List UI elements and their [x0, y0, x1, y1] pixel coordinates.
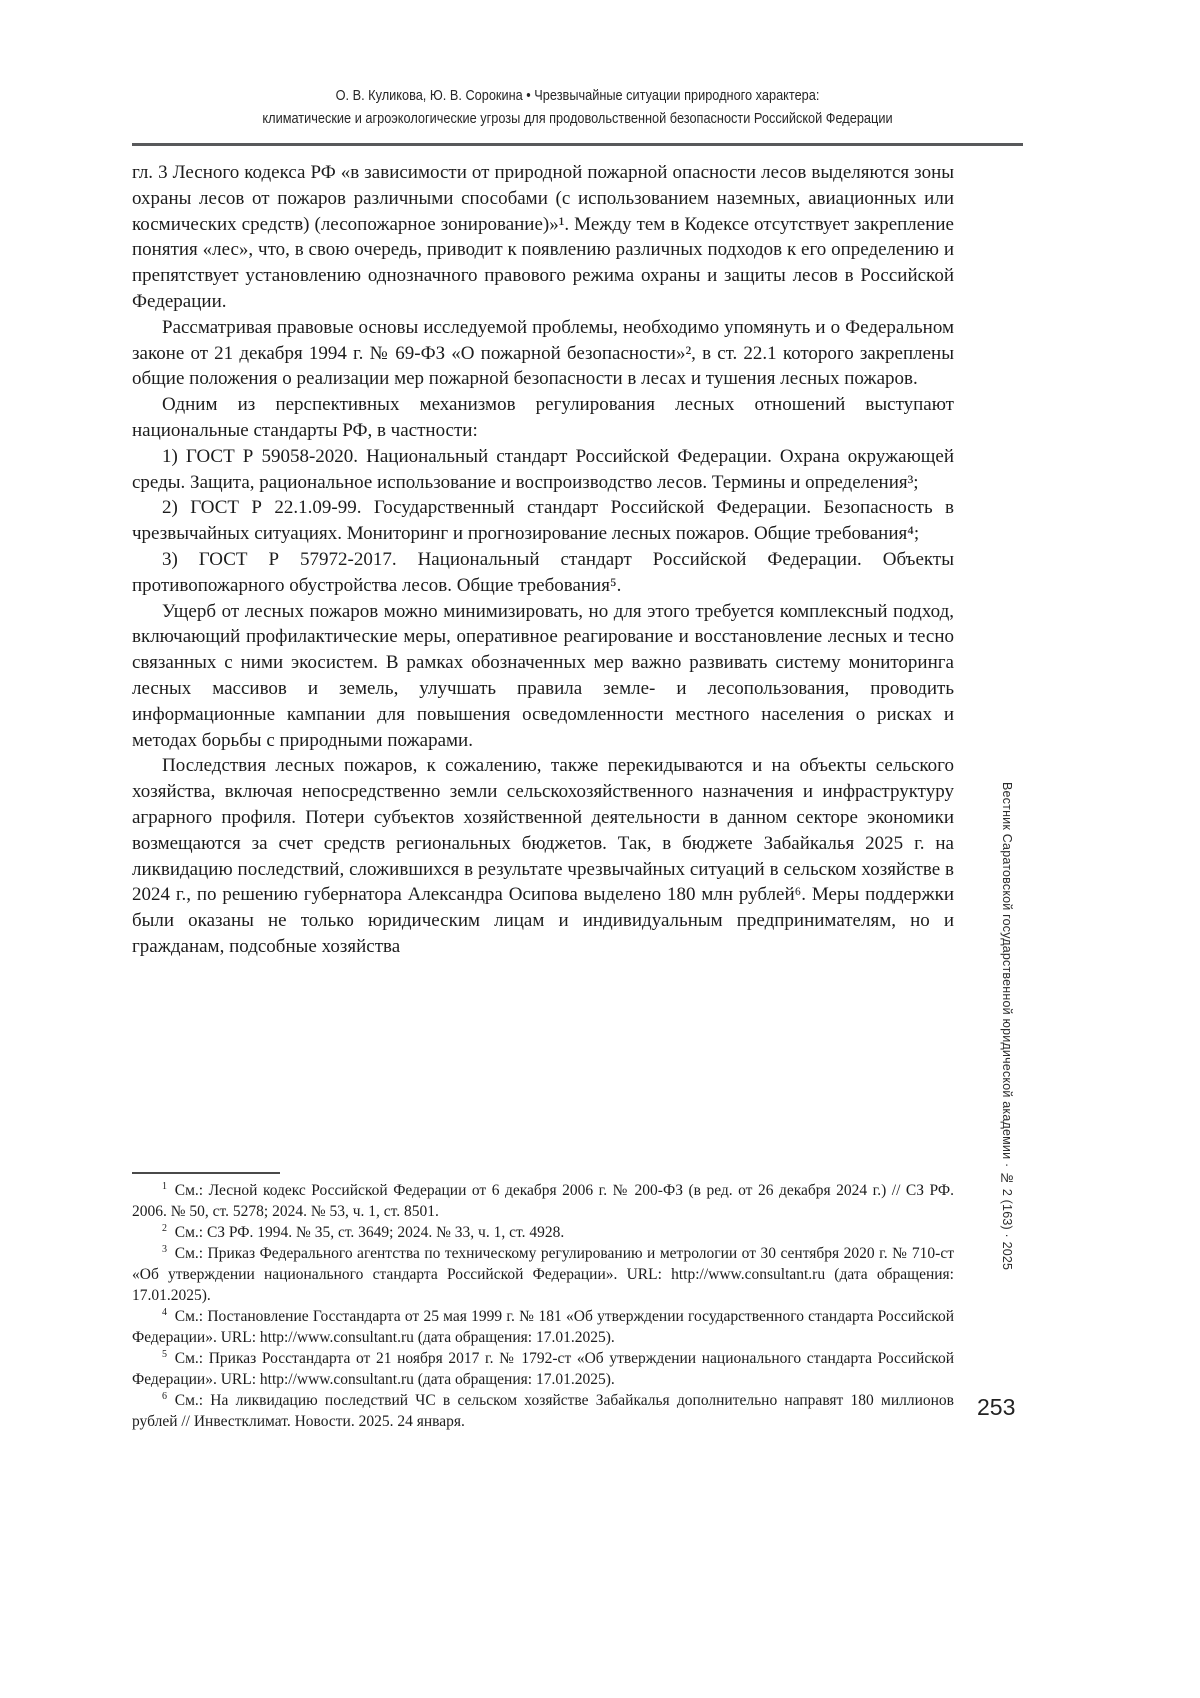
paragraph: Ущерб от лесных пожаров можно минимизировать, но для этого требуется комплексный подход, включающий профилактические меры, оперативное реагирование и восстановление лесных и тесно связанных с ними экосистем. В рамках обозначенных мер важно развивать систему мониторинга лесных массивов и земель, улучшать правила земле- и лесопользования, проводить информационные кампании для повышения осведомленности местного населения о рисках и методах борьбы с природными пожарами.	[132, 600, 954, 751]
footnote-number: 4	[162, 1306, 167, 1318]
footnote-number: 1	[162, 1180, 167, 1192]
footnote-number: 2	[162, 1222, 167, 1234]
paragraph: Последствия лесных пожаров, к сожалению, также перекидываются и на объекты сельского хозяйства, включая непосредственно земли сельскохозяйственного назначения и инфраструктуру аграрного профиля. Потери субъектов хозяйственной деятельности в данном секторе экономики возмещаются за счет средств региональных бюджетов. Так, в бюджете Забайкалья 2025 г. на ликвидацию последствий, сложившихся в результате чрезвычайных ситуаций в сельском хозяйстве в 2024 г., по решению губернатора Александра Осипова выделено 180 млн рублей⁶. Меры поддержки были оказаны не только юридическим лицам и индивидуальным предпринимателям, но и гражданам, подсобные хозяйства	[132, 755, 954, 957]
paragraph: 3) ГОСТ Р 57972-2017. Национальный стандарт Российской Федерации. Объекты противопожарного обустройства лесов. Общие требования⁵.	[132, 548, 954, 596]
paragraph: 2) ГОСТ Р 22.1.09-99. Государственный стандарт Российской Федерации. Безопасность в чрезвычайных ситуациях. Мониторинг и прогнозирование лесных пожаров. Общие требования⁴;	[132, 497, 954, 545]
footnote-number: 3	[162, 1243, 167, 1255]
page-number: 253	[977, 1394, 1016, 1420]
footnote: $^5$ См.: Приказ Росстандарта от 21 ноября 2017 г. № 1792-ст «Об утверждении национального стандарта Российской Федерации». URL: http://www.consultant.ru (дата обращения: 17.01.2025).	[132, 1348, 954, 1388]
running-head-line1: О. В. Куликова, Ю. В. Сорокина • Чрезвычайные ситуации природного характера:	[335, 87, 820, 104]
journal-info-vertical: Вестник Саратовской государственной юридической академии · № 2 (163) · 2025	[1000, 782, 1014, 1271]
footnote: $^2$ См.: СЗ РФ. 1994. № 35, ст. 3649; 2024. № 33, ч. 1, ст. 4928.	[162, 1222, 565, 1241]
paragraph: гл. 3 Лесного кодекса РФ «в зависимости от природной пожарной опасности лесов выделяются зоны охраны лесов от пожаров различными способами (с использованием наземных, авиационных или космических средств) (лесопожарное зонирование)»¹. Между тем в Кодексе отсутствует закрепление понятия «лес», что, в свою очередь, приводит к появлению различных подходов к его определению и препятствует установлению однозначного правового режима охраны и защиты лесов в Российской Федерации.	[132, 162, 954, 312]
article-body	[132, 160, 954, 960]
footnote-number: 5	[162, 1348, 167, 1360]
footnote-number: 6	[162, 1390, 167, 1402]
footnotes	[132, 1180, 954, 1432]
footnote: $^4$ См.: Постановление Госстандарта от 25 мая 1999 г. № 181 «Об утверждении государственного стандарта Российской Федерации». URL: http://www.consultant.ru (дата обращения: 17.01.2025).	[132, 1306, 954, 1346]
footnote: $^6$ См.: На ликвидацию последствий ЧС в сельском хозяйстве Забайкалья дополнительно направят 180 миллионов рублей // Инвестклимат. Новости. 2025. 24 января.	[132, 1390, 954, 1430]
footnote: $^3$ См.: Приказ Федерального агентства по техническому регулированию и метрологии от 30 сентября 2020 г. № 710-ст «Об утверждении национального стандарта Российской Федерации». URL: http://www.consultant.ru (дата обращения: 17.01.2025).	[132, 1243, 954, 1304]
footnote-separator	[132, 1172, 280, 1174]
paragraph: Рассматривая правовые основы исследуемой проблемы, необходимо упомянуть и о Федеральном законе от 21 декабря 1994 г. № 69-ФЗ «О пожарной безопасности»², в ст. 22.1 которого закреплены общие положения о реализации мер пожарной безопасности в лесах и тушения лесных пожаров.	[132, 316, 954, 390]
header-rule	[132, 143, 1023, 146]
paragraph: 1) ГОСТ Р 59058-2020. Национальный стандарт Российской Федерации. Охрана окружающей среды. Защита, рациональное использование и воспроизводство лесов. Термины и определения³;	[132, 445, 954, 493]
footnote: $^1$ См.: Лесной кодекс Российской Федерации от 6 декабря 2006 г. № 200-ФЗ (в ред. от 26 декабря 2024 г.) // СЗ РФ. 2006. № 50, ст. 5278; 2024. № 53, ч. 1, ст. 8501.	[132, 1180, 954, 1220]
paragraph: Одним из перспективных механизмов регулирования лесных отношений выступают национальные стандарты РФ, в частности:	[132, 394, 954, 441]
running-head-line2: климатические и агроэкологические угрозы для продовольственной безопасности Российской Федерации	[262, 110, 893, 127]
running-head	[132, 84, 1023, 130]
